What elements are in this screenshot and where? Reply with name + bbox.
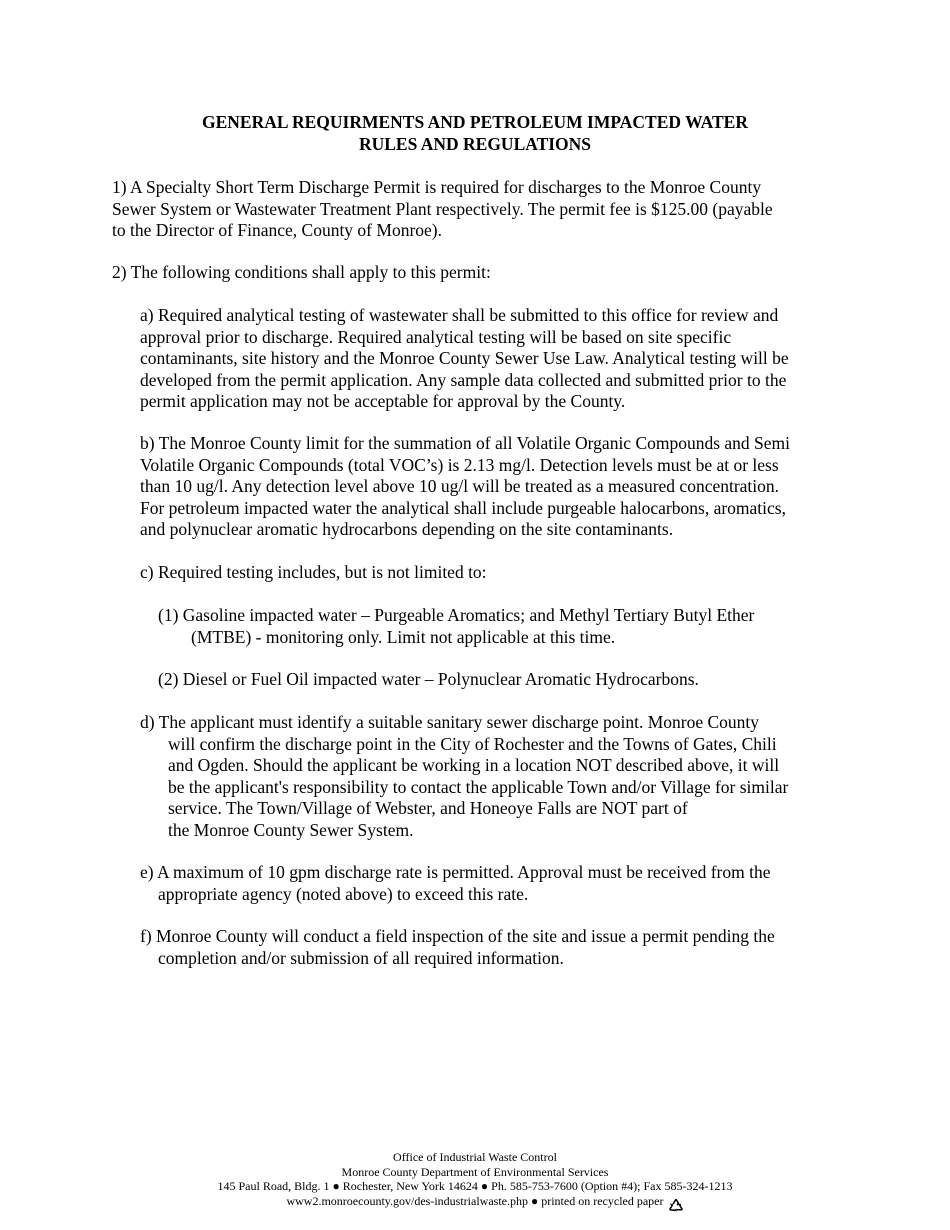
paragraph-line: For petroleum impacted water the analytical shall include purgeable halocarbons, aromatics, (140, 497, 786, 518)
paragraph-line: be the applicant's responsibility to contact the applicable Town and/or Village for similar (168, 776, 789, 797)
paragraph-line: 1) A Specialty Short Term Discharge Permit is required for discharges to the Monroe County (112, 177, 762, 197)
condition-e (140, 862, 771, 905)
condition-b (140, 433, 790, 541)
condition-a (140, 305, 789, 413)
document-title-line-2: RULES AND REGULATIONS (358, 134, 592, 154)
footer-department: Monroe County Department of Environmental Services (341, 1164, 609, 1179)
paragraph-line: b) The Monroe County limit for the summation of all Volatile Organic Compounds and Semi (140, 433, 791, 453)
paragraph-line: f) Monroe County will conduct a field inspection of the site and issue a permit pending the (140, 926, 775, 946)
paragraph-line: Sewer System or Wastewater Treatment Plant respectively. The permit fee is $125.00 (payable (112, 198, 773, 219)
footer-office-name: Office of Industrial Waste Control (393, 1150, 557, 1164)
paragraph-line: Volatile Organic Compounds (total VOC’s) is 2.13 mg/l. Detection levels must be at or less (140, 454, 779, 475)
condition-c-item-1 (158, 605, 754, 648)
paragraph-2 (112, 262, 491, 284)
paragraph-line: (MTBE) - monitoring only. Limit not applicable at this time. (191, 626, 616, 647)
document-title-line-1: GENERAL REQUIRMENTS AND PETROLEUM IMPACTED WATER (202, 112, 748, 132)
paragraph-line: developed from the permit application. Any sample data collected and submitted prior to the (140, 369, 787, 390)
paragraph-line: appropriate agency (noted above) to exceed this rate. (158, 883, 529, 904)
paragraph-line: (1) Gasoline impacted water – Purgeable Aromatics; and Methyl Tertiary Butyl Ether (158, 605, 755, 625)
paragraph-1 (112, 177, 773, 242)
paragraph-line: than 10 ug/l. Any detection level above 10 ug/l will be treated as a measured concentration. (140, 476, 780, 496)
condition-d (140, 712, 788, 841)
paragraph-line: and Ogden. Should the applicant be working in a location NOT described above, it will (168, 755, 780, 775)
paragraph-line: completion and/or submission of all required information. (158, 947, 564, 968)
paragraph-line: 2) The following conditions shall apply to this permit: (112, 262, 491, 282)
paragraph-line: permit application may not be acceptable for approval by the County. (140, 391, 626, 411)
recycle-icon (667, 1197, 685, 1215)
paragraph-line: c) Required testing includes, but is not limited to: (140, 562, 487, 582)
condition-f (140, 926, 775, 969)
paragraph-line: service. The Town/Village of Webster, and Honeoye Falls are NOT part of (168, 798, 688, 818)
paragraph-line: the Monroe County Sewer System. (168, 819, 414, 840)
paragraph-line: e) A maximum of 10 gpm discharge rate is permitted. Approval must be received from the (140, 862, 771, 882)
paragraph-line: d) The applicant must identify a suitable sanitary sewer discharge point. Monroe County (140, 712, 760, 732)
footer-website: www2.monroecounty.gov/des-industrialwaste.php ● printed on recycled paper (286, 1193, 664, 1208)
paragraph-line: a) Required analytical testing of wastewater shall be submitted to this office for review and (140, 305, 779, 325)
paragraph-line: to the Director of Finance, County of Monroe). (112, 220, 442, 240)
condition-c (140, 562, 487, 584)
footer-address: 145 Paul Road, Bldg. 1 ● Rochester, New York 14624 ● Ph. 585-753-7600 (Option #4); Fax 585-324-1213 (217, 1179, 733, 1193)
condition-c-item-2 (158, 669, 699, 691)
paragraph-line: approval prior to discharge. Required analytical testing will be based on site specific (140, 326, 732, 347)
paragraph-line: will confirm the discharge point in the City of Rochester and the Towns of Gates, Chili (168, 733, 777, 754)
paragraph-line: (2) Diesel or Fuel Oil impacted water – Polynuclear Aromatic Hydrocarbons. (158, 669, 699, 689)
paragraph-line: and polynuclear aromatic hydrocarbons depending on the site contaminants. (140, 519, 674, 539)
paragraph-line: contaminants, site history and the Monroe County Sewer Use Law. Analytical testing will be (140, 348, 789, 368)
